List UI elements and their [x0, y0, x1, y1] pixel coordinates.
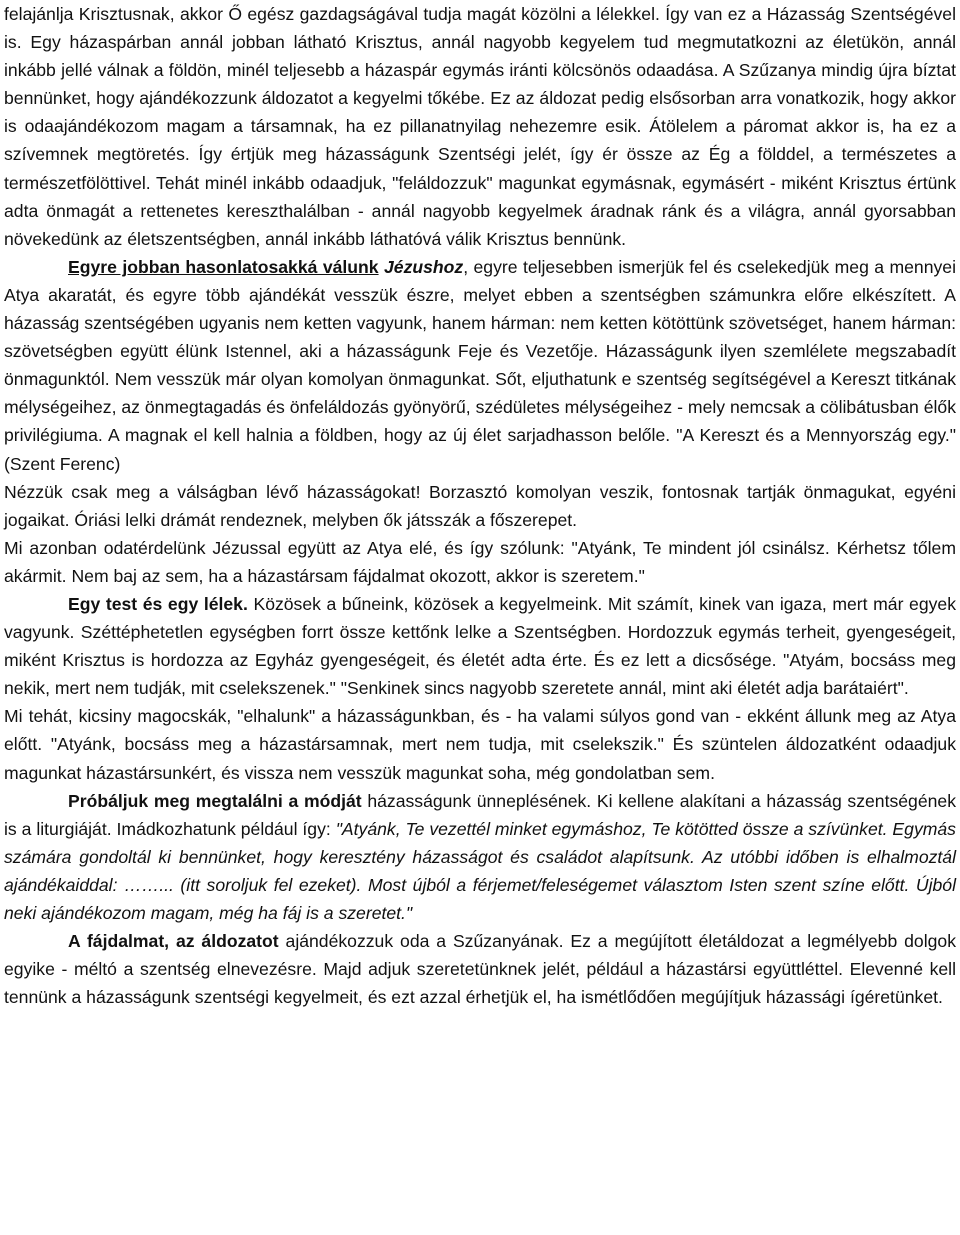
paragraph-1	[4, 0, 956, 253]
paragraph-4	[4, 534, 956, 590]
paragraph-2	[4, 253, 956, 478]
paragraph-2-text: , egyre teljesebben ismerjük fel és cselekedjük meg a mennyei Atya akaratát, és egyre több ajándékát vesszük észre, melyet ebben a szentségben számunkra előre elkészített. A házasság szentségében ugyanis nem ketten vagyunk, hanem hárman: nem ketten kötöttünk szövetséget, hanem hárman: szövetségben együtt élünk Istennel, aki a házasságunk Feje és Vezetője. Házasságunk ilyen szemlélete megszabadít önmagunktól. Nem vesszük már olyan komolyan önmagunkat. Sőt, eljuthatunk e szentség segítségével a Kereszt titkának mélységeihez, az önmegtagadás és önfeláldozás gyönyörű, szédületes mélységeihez - mely nemcsak a cölibátusban élők privilégiuma. A magnak el kell halnia a földben, hogy az új élet sarjadhasson belőle. "A Kereszt és a Mennyország egy." (Szent Ferenc)	[4, 256, 956, 474]
paragraph-4-text: Mi azonban odatérdelünk Jézussal együtt az Atya elé, és így szólunk: "Atyánk, Te mindent jól csinálsz. Kérhetsz tőlem akármit. Nem baj az sem, ha a házastársam fájdalmat okozott, akkor is szeretem."	[4, 537, 956, 586]
paragraph-3	[4, 478, 956, 534]
paragraph-5-heading: Egy test és egy lélek.	[68, 593, 248, 614]
paragraph-2-emphasis-italic: Jézushoz	[384, 256, 464, 277]
paragraph-8-heading: A fájdalmat, az áldozatot	[68, 931, 279, 952]
paragraph-6	[4, 702, 956, 786]
document-page	[4, 0, 956, 1011]
paragraph-3-text: Nézzük csak meg a válságban lévő házasságokat! Borzasztó komolyan veszik, fontosnak tartják önmagukat, egyéni jogaikat. Óriási lelki drámát rendeznek, melyben ők játsszák a főszerepet.	[4, 481, 956, 530]
paragraph-5-text: Közösek a bűneink, közösek a kegyelmeink. Mit számít, kinek van igaza, mert már egyek vagyunk. Széttéphetetlen egységben forrt össze kettőnk lelke a Szentségben. Hordozzuk egymás terheit, gyengeségeit, miként Krisztus is hordozza az Egyház gyengeségeit, és életét adta érte. És ez lett a dicsősége. "Atyám, bocsáss meg nekik, mert nem tudják, mit cselekszenek." "Senkinek sincs nagyobb szeretete annál, mint aki életét adja barátaiért".	[4, 593, 956, 699]
paragraph-8	[4, 927, 956, 1011]
paragraph-6-text: Mi tehát, kicsiny magocskák, "elhalunk" a házasságunkban, és - ha valami súlyos gond van - ekként állunk meg az Atya előtt. "Atyánk, bocsáss meg a házastársamnak, mert nem tudja, mit cselekszik." És szüntelen áldozatként odaadjuk magunkat házastársunkért, és vissza nem vesszük magunkat soha, még gondolatban sem.	[4, 706, 956, 783]
paragraph-1-text: felajánlja Krisztusnak, akkor Ő egész gazdagságával tudja magát közölni a lélekkel. Így van ez a Házasság Szentségével is. Egy házaspárban annál jobban látható Krisztus, annál nagyobb kegyelem tud megmutatkozni az életükön, annál inkább jellé válnak a földön, minél teljesebb a házaspár egymás iránti kölcsönös odaadása. A Szűzanya mindig újra bíztat bennünket, hogy ajándékozzunk áldozatot a kegyelmi tőkébe. Ez az áldozat pedig elsősorban arra vonatkozik, hogy akkor is odaajándékozom magam a társamnak, ha ez pillanatnyilag nehezemre esik. Átölelem a páromat akkor is, ha ez a szívemnek megtöretés. Így értjük meg házasságunk Szentségi jelét, így ér össze az Ég a földdel, a természetes a természetfölöttivel. Tehát minél inkább odaadjuk, "feláldozzuk" magunkat egymásnak, egymásért - miként Krisztus értünk adta önmagát a rettenetes kereszthalálban - annál nagyobb kegyelmek áradnak ránk és a világra, annál gyorsabban növekedünk az életszentségben, annál inkább láthatóvá válik Krisztus bennünk.	[4, 4, 956, 249]
paragraph-7	[4, 787, 956, 927]
paragraph-2-emphasis: Egyre jobban hasonlatosakká válunk	[68, 256, 379, 277]
paragraph-7-heading: Próbáljuk meg megtalálni a módját	[68, 790, 362, 811]
paragraph-7-prayer: "Atyánk, Te vezettél minket egymáshoz, Te kötötted össze a szívünket. Egymás számára gondoltál ki bennünket, hogy keresztény házasságot és családot alapítsunk. Az utóbbi időben is elhalmoztál ajándékaiddal: ……... (itt soroljuk fel ezeket). Most újból a férjemet/feleségemet választom Isten szent színe előtt. Újból neki ajándékozom magam, még ha fáj is a szeretet."	[4, 818, 956, 923]
paragraph-5	[4, 590, 956, 702]
paragraph-7-text: házasságunk ünneplésének. Ki kellene alakítani a házasság szentségének is a liturgiáját. Imádkozhatunk például így:	[4, 790, 956, 839]
paragraph-8-text: ajándékozzuk oda a Szűzanyának. Ez a megújított életáldozat a legmélyebb dolgok egyike - méltó a szentség elnevezésre. Majd adjuk szeretetünknek jelét, például a házastársi együttléttel. Elevenné kell tennünk a házasságunk szentségi kegyelmeit, és ezt azzal érhetjük el, ha ismétlődően megújítjuk házassági ígéretünket.	[4, 931, 956, 1008]
